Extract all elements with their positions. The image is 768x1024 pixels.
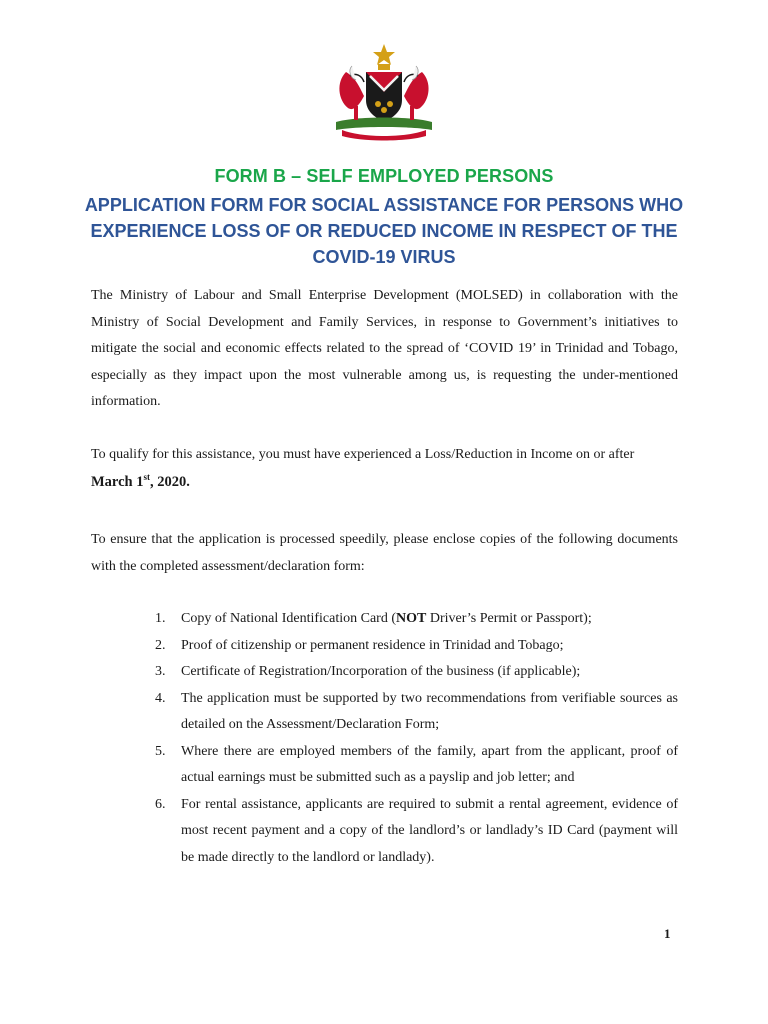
list-item-text-pre: Copy of National Identification Card ( <box>181 611 396 626</box>
list-item-text: The application must be supported by two recommendations from verifiable sources as detailed on the Assessment/Declaration Form; <box>181 690 678 732</box>
list-item-number: 4. <box>155 690 166 706</box>
qualify-date-sup: st <box>143 472 150 483</box>
list-item-text: Certificate of Registration/Incorporation of the business (if applicable); <box>181 664 581 679</box>
ensure-paragraph: To ensure that the application is processed speedily, please enclose copies of the following documents with the completed assessment/declaration form: <box>91 532 678 574</box>
list-item-text-post: Driver’s Permit or Passport); <box>426 611 592 626</box>
list-item <box>155 659 678 686</box>
list-item <box>155 686 678 739</box>
list-item-number: 5. <box>155 743 166 759</box>
page-number: 1 <box>664 926 671 941</box>
documents-list <box>155 606 678 871</box>
list-item-text-bold: NOT <box>396 611 427 626</box>
list-item-text: Proof of citizenship or permanent residence in Trinidad and Tobago; <box>181 637 564 653</box>
form-title: FORM B – SELF EMPLOYED PERSONS <box>214 166 554 186</box>
qualify-date-rest: , 2020. <box>150 474 190 490</box>
application-title: APPLICATION FORM FOR SOCIAL ASSISTANCE FOR PERSONS WHO EXPERIENCE LOSS OF OR REDUCED INCOME IN RESPECT OF THE COVID-19 VIRUS <box>84 195 684 267</box>
list-item <box>155 606 678 633</box>
list-item-number: 2. <box>155 637 166 653</box>
coat-of-arms-icon <box>326 42 442 142</box>
list-item <box>155 633 678 660</box>
list-item-number: 6. <box>155 796 166 812</box>
qualify-paragraph: To qualify for this assistance, you must have experienced a Loss/Reduction in Income on or after <box>91 447 635 462</box>
qualify-date-main: March 1 <box>91 474 144 490</box>
list-item-number: 3. <box>155 664 166 679</box>
qualify-date <box>91 469 678 496</box>
list-item <box>155 792 678 872</box>
list-item-text: Where there are employed members of the family, apart from the applicant, proof of actual earnings must be submitted such as a payslip and job letter; and <box>181 743 678 785</box>
list-item-number: 1. <box>155 611 166 626</box>
list-item-text: For rental assistance, applicants are required to submit a rental agreement, evidence of most recent payment and a copy of the landlord’s or landlady’s ID Card (payment will be made directly to the landlord or landlady). <box>181 796 678 865</box>
list-item <box>155 739 678 792</box>
intro-paragraph: The Ministry of Labour and Small Enterprise Development (MOLSED) in collaboration with the Ministry of Social Development and Family Services, in response to Government’s initiatives to mitigate the social and economic effects related to the spread of ‘COVID 19’ in Trinidad and Tobago, especially as they impact upon the most vulnerable among us, is requesting the under-mentioned information. <box>91 288 678 409</box>
